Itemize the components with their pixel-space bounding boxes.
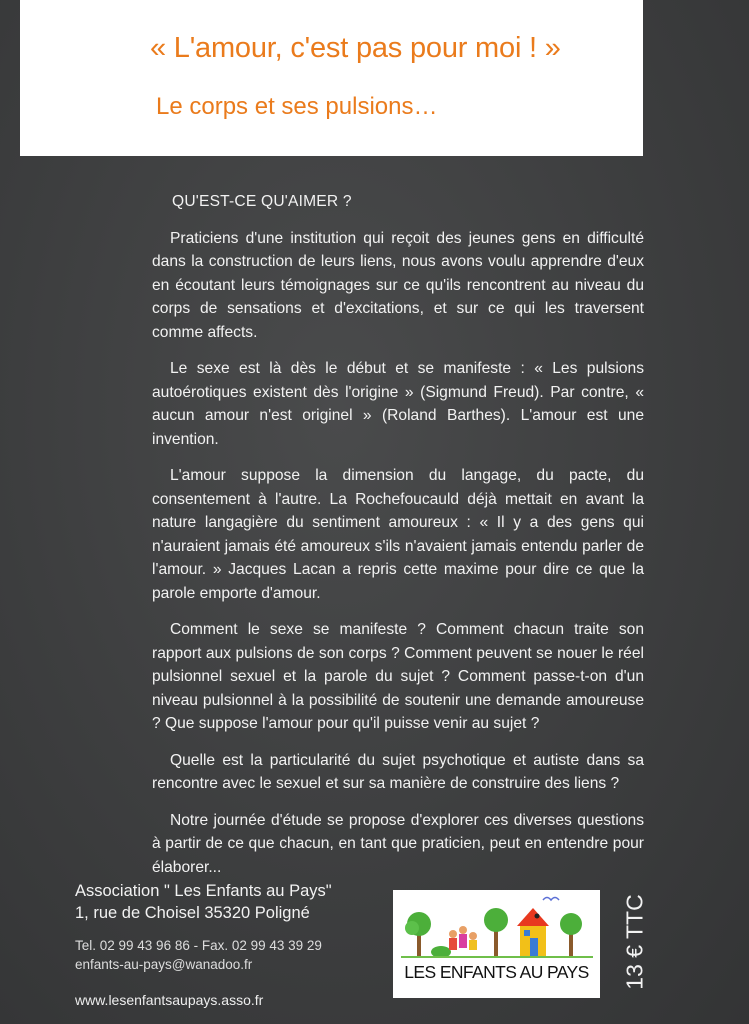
price-value: 13 € TTC bbox=[621, 894, 648, 990]
paragraph-2: Le sexe est là dès le début et se manifeste : « Les pulsions autoérotiques existent dès l'origine » (Sigmund Freud). Par contre, « aucun amour n'est originel » (Roland Barthes). L'amour est une invention. bbox=[152, 360, 644, 448]
book-title: « L'amour, c'est pas pour moi ! » bbox=[150, 32, 561, 64]
street-address: 1, rue de Choisel 35320 Poligné bbox=[75, 904, 310, 922]
paragraph-4: Comment le sexe se manifeste ? Comment chacun traite son rapport aux pulsions de son corps ? Comment peuvent se nouer le réel pulsionnel sexuel et la parole du sujet ? Comment passe-t-on d'un niveau pulsionnel à la possibilité de soutenir une demande amoureuse ? Que suppose l'amour pour qu'il puisse venir au sujet ? bbox=[152, 621, 644, 732]
association-name: Association " Les Enfants au Pays" bbox=[75, 882, 332, 900]
paragraph-1: Praticiens d'une institution qui reçoit des jeunes gens en difficulté dans la construction de leurs liens, nous avons voulu apprendre d'eux en écoutant leurs témoignages sur ce qu'ils rencontrent au niveau du corps de sensations et d'excitations, et sur ce qui les traversent comme affects. bbox=[152, 229, 644, 341]
back-cover-text bbox=[152, 190, 644, 892]
website-link: www.lesenfantsaupays.asso.fr bbox=[75, 992, 264, 1008]
paragraph-3: L'amour suppose la dimension du langage, du pacte, du consentement à l'autre. La Rochefoucauld déjà mettait en avant la nature langagière du sentiment amoureux : « Il y a des gens qui n'auraient jamais été amoureux s'ils n'avaient jamais entendu parler de l'amour. » Jacques Lacan a repris cette maxime pour dire ce que la parole emporte d'amour. bbox=[152, 467, 644, 602]
publisher-logo bbox=[393, 890, 600, 998]
title-banner bbox=[20, 0, 643, 156]
email-address: enfants-au-pays@wanadoo.fr bbox=[75, 957, 253, 972]
price-label bbox=[620, 880, 650, 1004]
phone-fax: Tel. 02 99 43 96 86 - Fax. 02 99 43 39 29 bbox=[75, 938, 322, 953]
paragraph-6: Notre journée d'étude se propose d'explorer ces diverses questions à partir de ce que chacun, en tant que praticien, peut en entendre pour élaborer... bbox=[152, 811, 644, 876]
paragraph-5: Quelle est la particularité du sujet psychotique et autiste dans sa rencontre avec le sexuel et sur sa manière de construire des liens ? bbox=[152, 751, 644, 792]
logo-drawing-icon bbox=[393, 890, 600, 962]
section-heading: QU'EST-CE QU'AIMER ? bbox=[172, 193, 352, 210]
logo-text: LES ENFANTS AU PAYS bbox=[404, 962, 589, 982]
book-subtitle: Le corps et ses pulsions… bbox=[156, 93, 438, 120]
publisher-contact bbox=[75, 880, 332, 1008]
